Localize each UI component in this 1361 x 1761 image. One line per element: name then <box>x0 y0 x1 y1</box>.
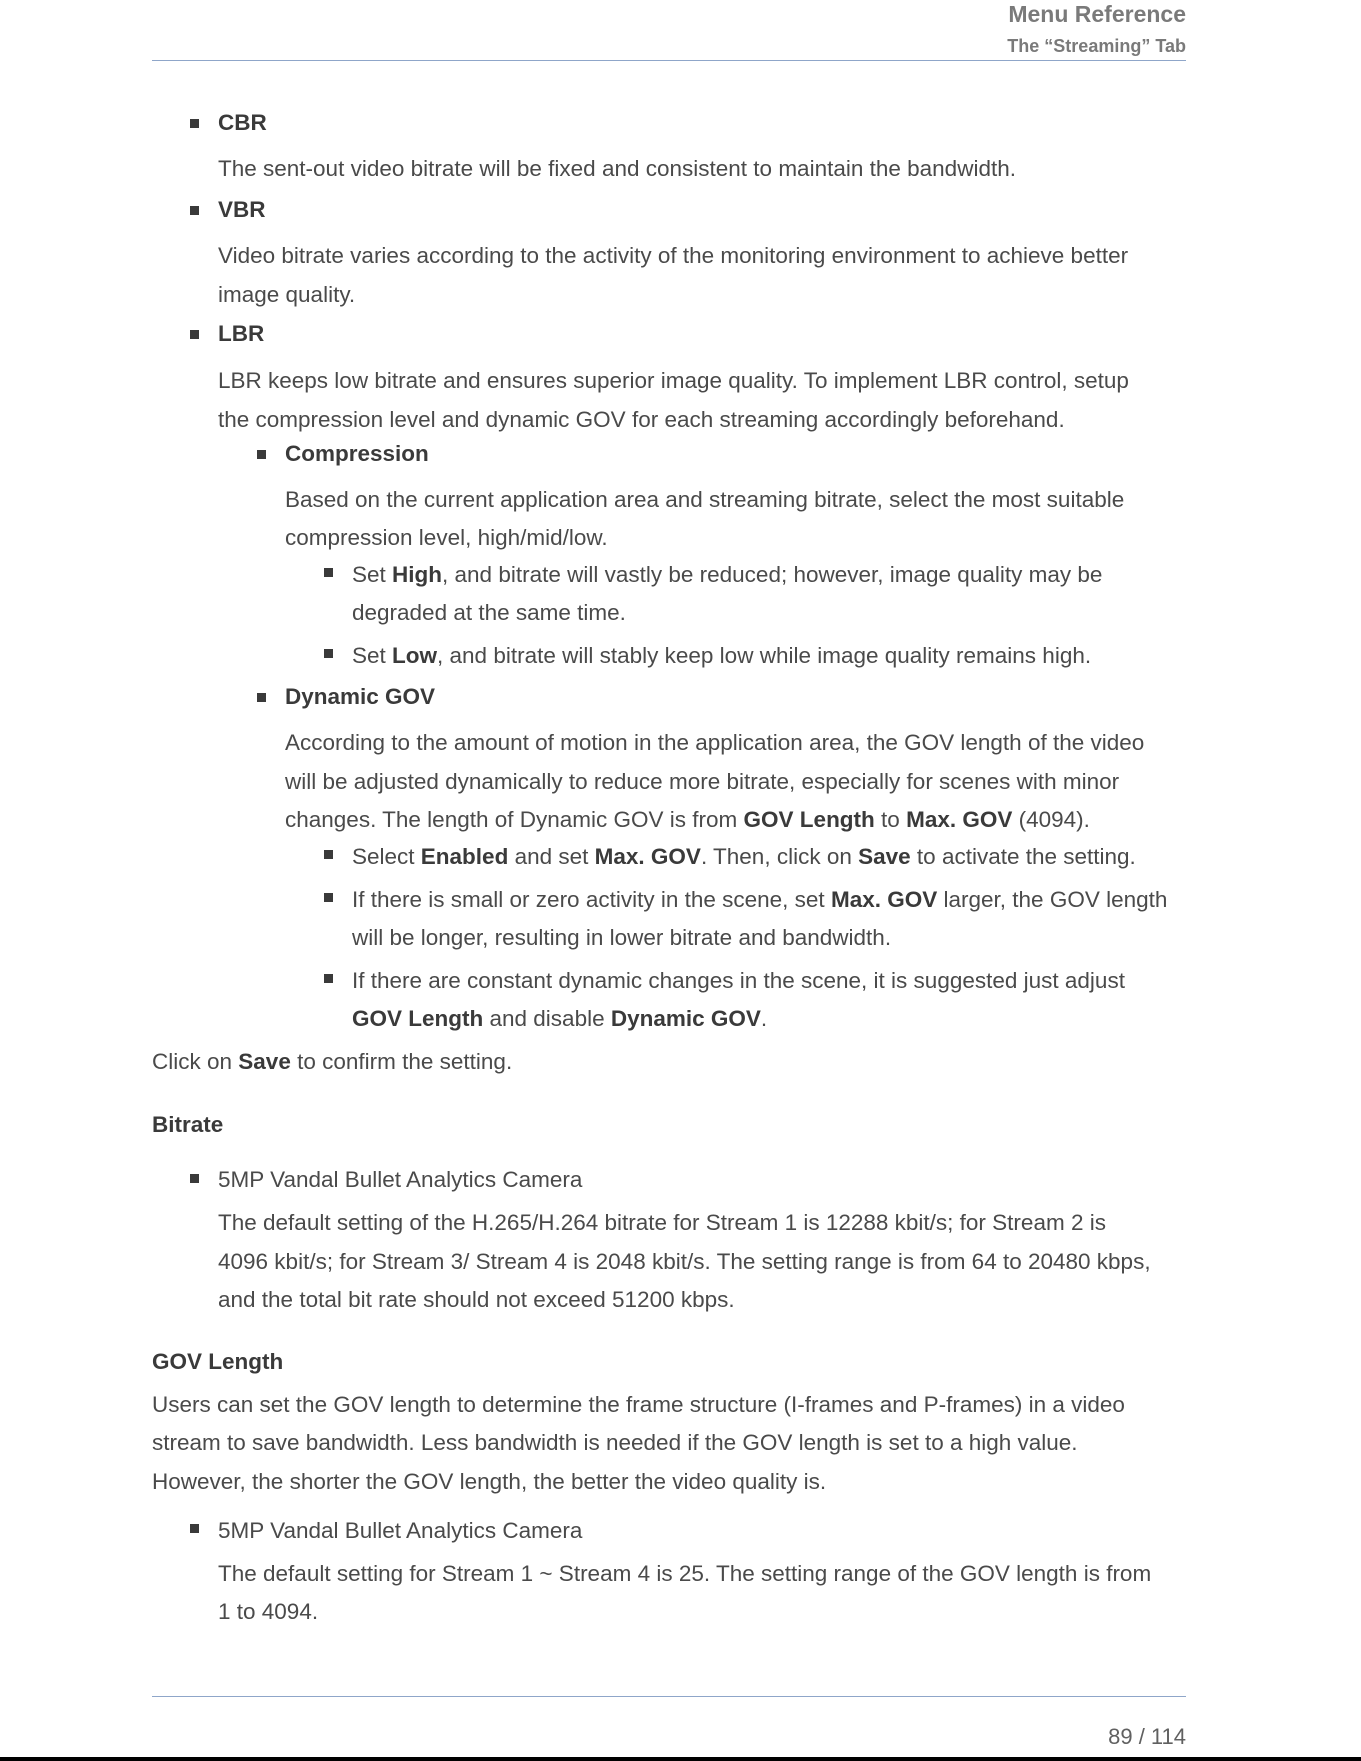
compression-item-high: Set High, and bitrate will vastly be reduced; however, image quality may be <box>352 562 1103 587</box>
page-bottom-edge <box>0 1757 1361 1761</box>
vbr-text-line: image quality. <box>218 282 356 307</box>
bullet-square-icon <box>324 974 333 983</box>
bitrate-heading: Bitrate <box>152 1112 224 1137</box>
bitrate-camera: 5MP Vandal Bullet Analytics Camera <box>218 1167 583 1192</box>
dynamic-gov-title: Dynamic GOV <box>285 684 436 709</box>
dynamic-gov-item-low-activity-cont: will be longer, resulting in lower bitrate and bandwidth. <box>352 925 892 950</box>
bullet-square-icon <box>324 649 333 658</box>
compression-title: Compression <box>285 441 429 466</box>
compression-text-line: Based on the current application area and streaming bitrate, select the most suitable <box>285 487 1125 512</box>
dynamic-gov-text-line: will be adjusted dynamically to reduce more bitrate, especially for scenes with minor <box>285 769 1120 794</box>
gov-length-text-line: stream to save bandwidth. Less bandwidth is needed if the GOV length is set to a high value. <box>152 1430 1078 1455</box>
compression-text-line: compression level, high/mid/low. <box>285 525 608 550</box>
dynamic-gov-text-line: changes. The length of Dynamic GOV is from GOV Length to Max. GOV (4094). <box>285 807 1090 832</box>
bullet-square-icon <box>324 850 333 859</box>
vbr-title: VBR <box>218 197 266 222</box>
gov-length-text-line: However, the shorter the GOV length, the better the video quality is. <box>152 1469 827 1494</box>
dynamic-gov-item-constant-cont: GOV Length and disable Dynamic GOV. <box>352 1006 768 1031</box>
bullet-square-icon <box>324 893 333 902</box>
bullet-square-icon <box>324 568 333 577</box>
gov-length-camera: 5MP Vandal Bullet Analytics Camera <box>218 1518 583 1543</box>
bullet-square-icon <box>257 450 266 459</box>
header-title: Menu Reference <box>1008 1 1186 27</box>
dynamic-gov-item-constant: If there are constant dynamic changes in the scene, it is suggested just adjust <box>352 968 1125 993</box>
dynamic-gov-item-enable: Select Enabled and set Max. GOV. Then, click on Save to activate the setting. <box>352 844 1136 869</box>
compression-item-high-cont: degraded at the same time. <box>352 600 626 625</box>
lbr-title: LBR <box>218 321 265 346</box>
lbr-text-line: the compression level and dynamic GOV for each streaming accordingly beforehand. <box>218 407 1065 432</box>
bitrate-text-line: and the total bit rate should not exceed 51200 kbps. <box>218 1287 735 1312</box>
bitrate-text-line: 4096 kbit/s; for Stream 3/ Stream 4 is 2048 kbit/s. The setting range is from 64 to 20480 kbps, <box>218 1249 1151 1274</box>
header-divider <box>152 60 1186 61</box>
header-subtitle: The “Streaming” Tab <box>1007 36 1186 56</box>
bitrate-text-line: The default setting of the H.265/H.264 bitrate for Stream 1 is 12288 kbit/s; for Stream 2 is <box>218 1210 1106 1235</box>
dynamic-gov-item-low-activity: If there is small or zero activity in the scene, set Max. GOV larger, the GOV length <box>352 887 1168 912</box>
bullet-square-icon <box>190 330 199 339</box>
bullet-square-icon <box>190 1524 199 1533</box>
gov-length-default-line: 1 to 4094. <box>218 1599 319 1624</box>
bullet-square-icon <box>190 206 199 215</box>
gov-length-heading: GOV Length <box>152 1349 284 1374</box>
cbr-title: CBR <box>218 110 267 135</box>
bullet-square-icon <box>190 1174 199 1183</box>
lbr-text-line: LBR keeps low bitrate and ensures superior image quality. To implement LBR control, setup <box>218 368 1129 393</box>
gov-length-text-line: Users can set the GOV length to determine the frame structure (I-frames and P-frames) in a video <box>152 1392 1125 1417</box>
compression-item-low: Set Low, and bitrate will stably keep low while image quality remains high. <box>352 643 1092 668</box>
gov-length-default-line: The default setting for Stream 1 ~ Stream 4 is 25. The setting range of the GOV length is from <box>218 1561 1152 1586</box>
bullet-square-icon <box>257 693 266 702</box>
bullet-square-icon <box>190 119 199 128</box>
footer-divider <box>152 1696 1186 1697</box>
dynamic-gov-text-line: According to the amount of motion in the application area, the GOV length of the video <box>285 730 1145 755</box>
page-number: 89 / 114 <box>1108 1724 1186 1749</box>
cbr-text: The sent-out video bitrate will be fixed and consistent to maintain the bandwidth. <box>218 156 1016 181</box>
vbr-text-line: Video bitrate varies according to the activity of the monitoring environment to achieve better <box>218 243 1129 268</box>
confirm-text: Click on Save to confirm the setting. <box>152 1049 513 1074</box>
